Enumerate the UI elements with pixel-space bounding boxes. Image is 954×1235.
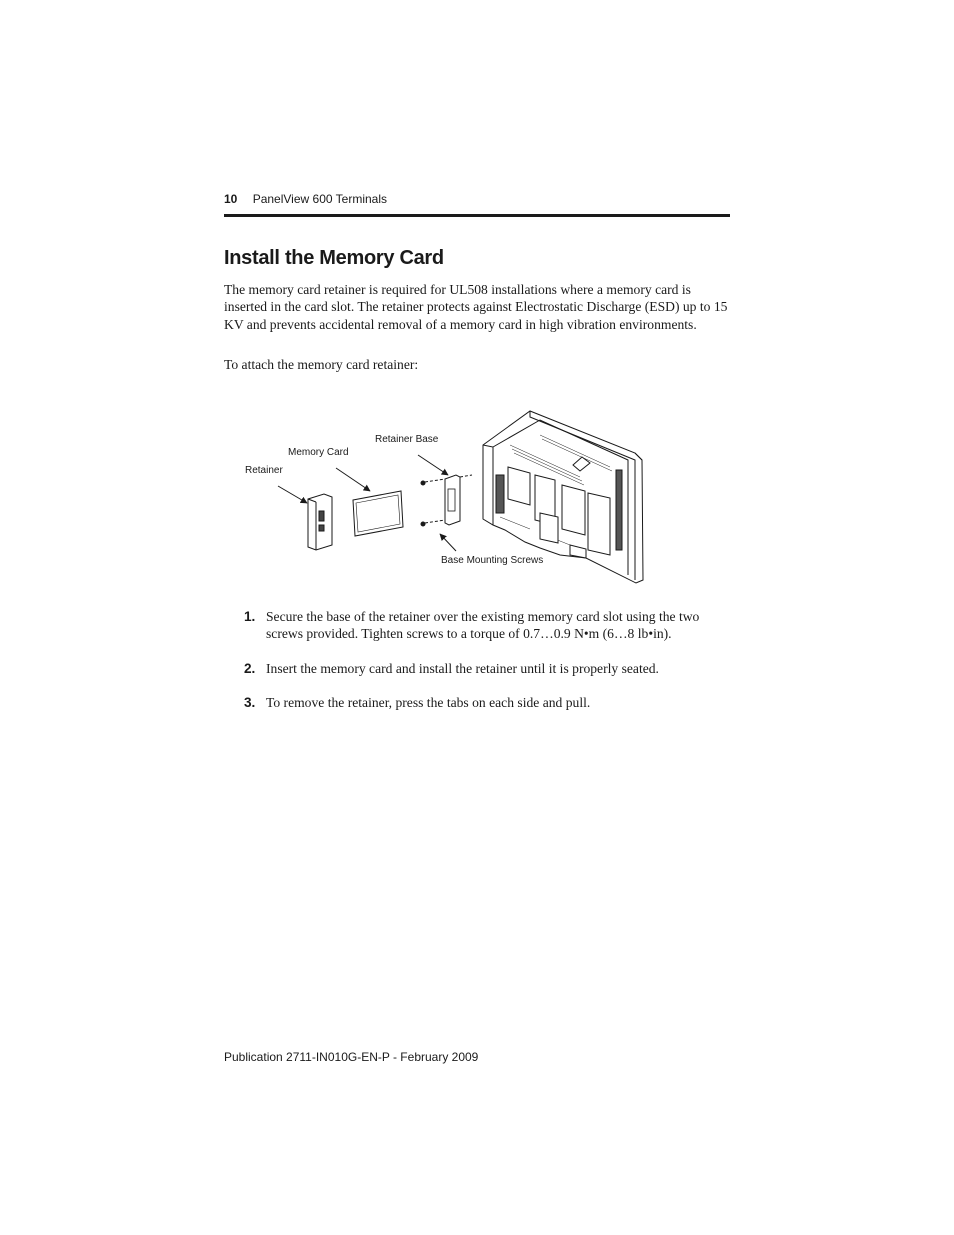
instruction-steps xyxy=(244,608,730,728)
step-item xyxy=(244,660,730,677)
memory-card-part xyxy=(353,491,403,536)
arrow-memory-card xyxy=(336,468,370,491)
header-rule xyxy=(224,214,730,217)
step-number: 3. xyxy=(244,694,256,710)
section-title: Install the Memory Card xyxy=(224,247,444,269)
lead-in-paragraph: To attach the memory card retainer: xyxy=(224,357,419,372)
retainer-part xyxy=(308,494,332,550)
label-memory-card: Memory Card xyxy=(288,447,349,458)
label-retainer: Retainer xyxy=(245,465,283,476)
arrow-retainer xyxy=(278,486,307,503)
intro-paragraph: The memory card retainer is required for UL508 installations where a memory card is inserted in the card slot. The retainer protects against Electrostatic Discharge (ESD) up to 15 KV and prevents accidental removal of a memory card in high vibration environments. xyxy=(224,282,728,332)
arrow-base-screws xyxy=(440,534,456,551)
step-number: 1. xyxy=(244,609,256,624)
step-text: Secure the base of the retainer over the existing memory card slot using the two screws provided. Tighten screws to a torque of 0.7…0.9 N•m (6…8 lb•in). xyxy=(266,609,700,642)
screw-bottom xyxy=(421,520,445,526)
step-item xyxy=(244,608,730,643)
screw-top xyxy=(421,479,445,485)
step-text: Insert the memory card and install the retainer until it is properly seated. xyxy=(266,660,659,676)
step-number: 2. xyxy=(244,660,256,676)
document-title: PanelView 600 Terminals xyxy=(252,192,388,206)
terminal-part xyxy=(483,411,643,583)
step-text: To remove the retainer, press the tabs on each side and pull. xyxy=(266,694,591,710)
label-retainer-base: Retainer Base xyxy=(375,434,439,445)
step-item xyxy=(244,694,730,711)
page-header xyxy=(224,192,730,206)
page-number: 10 xyxy=(224,192,238,206)
arrow-retainer-base xyxy=(418,455,448,475)
page-footer: Publication 2711-IN010G-EN-P - February 2009 xyxy=(224,1050,479,1064)
label-base-mounting-screws: Base Mounting Screws xyxy=(441,555,544,566)
retainer-illustration xyxy=(240,405,650,590)
memory-card-retainer-figure xyxy=(240,405,650,590)
retainer-base-part xyxy=(445,475,472,525)
